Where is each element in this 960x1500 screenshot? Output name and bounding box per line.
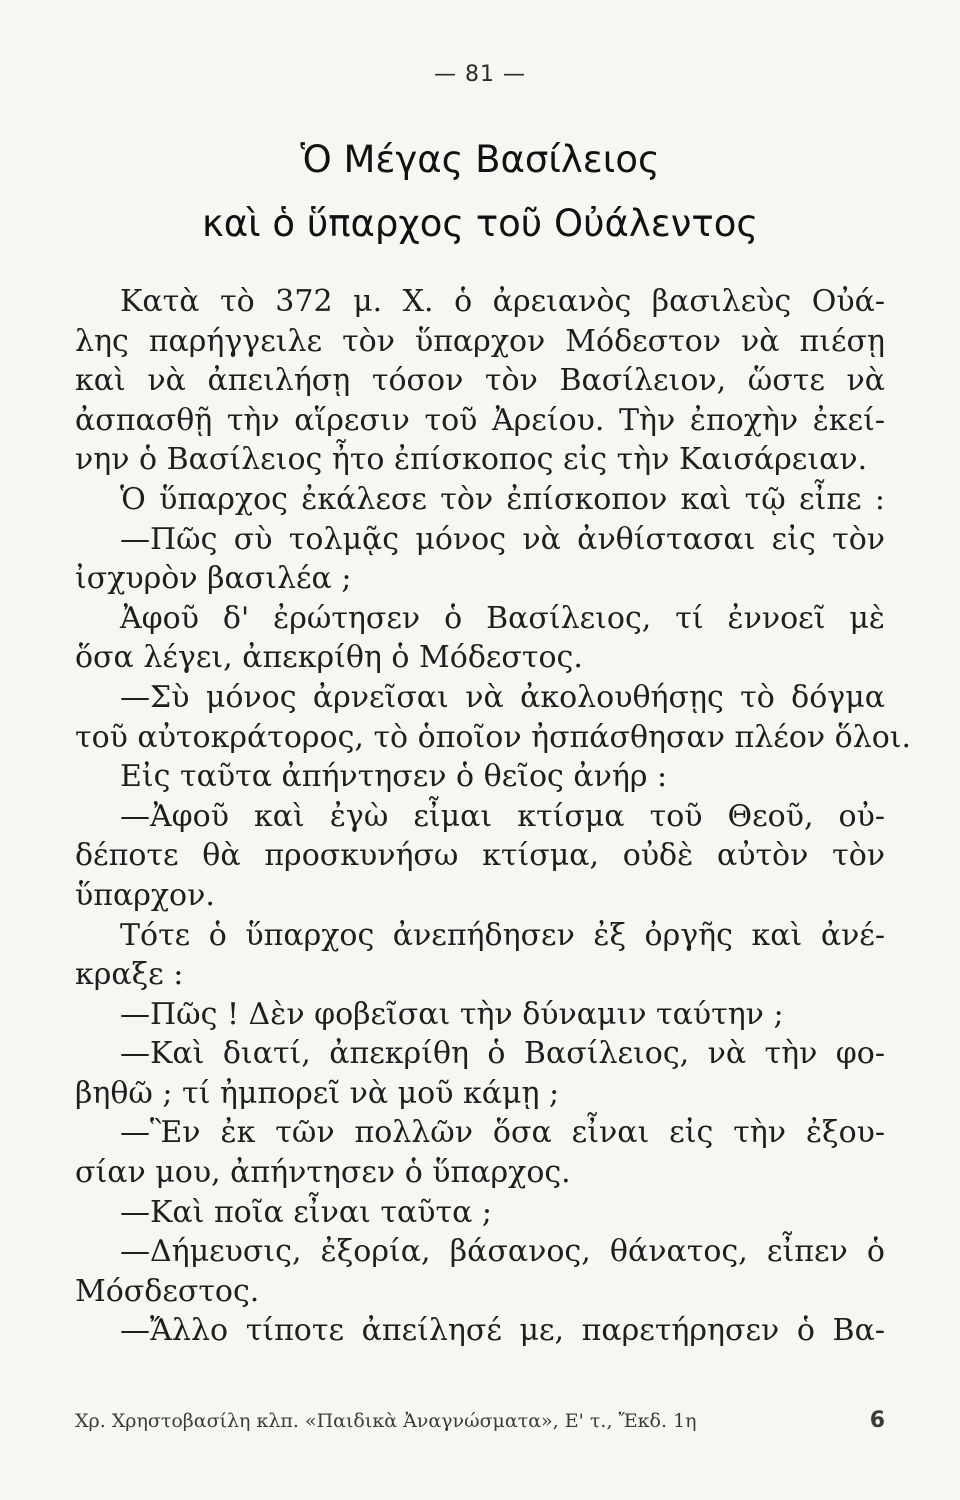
title-line-1: Ὁ Μέγας Βασίλειος: [300, 138, 660, 181]
text-line: Εἰς ταῦτα ἀπήντησεν ὁ θεῖος ἀνήρ :: [120, 759, 668, 795]
text-line: Κατὰ τὸ 372 μ. Χ. ὁ ἀρειανὸς βασιλεὺς Οὐά-: [120, 284, 885, 319]
text-line: —Ἀφοῦ καὶ ἐγὼ εἶμαι κτίσμα τοῦ Θεοῦ, οὐ-: [120, 798, 885, 834]
text-line: νην ὁ Βασίλειος ἦτο ἐπίσκοπος εἰς τὴν Καισάρειαν.: [75, 442, 868, 478]
text-line: ὅσα λέγει, ἀπεκρίθη ὁ Μόδεστος.: [75, 640, 583, 676]
text-line: κραξε :: [75, 957, 184, 993]
text-line: —Σὺ μόνος ἀρνεῖσαι νὰ ἀκολουθήσῃς τὸ δόγμα: [120, 679, 885, 715]
text-line: Ἀφοῦ δ' ἐρώτησεν ὁ Βασίλειος, τί ἐννοεῖ μὲ: [120, 600, 885, 636]
text-line: Ὁ ὕπαρχος ἐκάλεσε τὸν ἐπίσκοπον καὶ τῷ εἶπε :: [120, 481, 885, 517]
text-line: δέποτε θὰ προσκυνήσω κτίσμα, οὐδὲ αὐτὸν τὸν: [75, 838, 885, 874]
text-line: Τότε ὁ ὕπαρχος ἀνεπήδησεν ἐξ ὀργῆς καὶ ἀνέ-: [120, 917, 885, 953]
text-line: ὕπαρχον.: [75, 877, 215, 913]
text-line: Μόσδεστος.: [75, 1273, 260, 1309]
text-line: —Πῶς σὺ τολμᾷς μόνος νὰ ἀνθίστασαι εἰς τὸν: [120, 521, 885, 557]
text-line: καὶ νὰ ἀπειλήσῃ τόσον τὸν Βασίλειον, ὥστε νὰ: [75, 363, 885, 399]
text-line: —Δήμευσις, ἐξορία, βάσανος, θάνατος, εἶπεν ὁ: [120, 1234, 885, 1270]
signature-mark: 6: [869, 1408, 885, 1433]
title-line-2: καὶ ὁ ὕπαρχος τοῦ Οὐάλεντος: [201, 202, 759, 245]
text-line: λης παρήγγειλε τὸν ὕπαρχον Μόδεστον νὰ πιέσῃ: [75, 323, 885, 359]
chapter-title: [0, 128, 960, 256]
text-line: σίαν μου, ἀπήντησεν ὁ ὕπαρχος.: [75, 1155, 571, 1191]
text-line: τοῦ αὐτοκράτορος, τὸ ὁποῖον ἠσπάσθησαν πλέον ὅλοι.: [75, 719, 912, 755]
text-line: —Καὶ ποῖα εἶναι ταῦτα ;: [120, 1194, 492, 1230]
text-line: —Καὶ διατί, ἀπεκρίθη ὁ Βασίλειος, νὰ τὴν φο-: [120, 1036, 885, 1072]
page-number: — 81 —: [434, 62, 526, 87]
text-line: ἰσχυρὸν βασιλέα ;: [75, 561, 352, 597]
body-text: [75, 282, 912, 1351]
text-line: ἀσπασθῇ τὴν αἵρεσιν τοῦ Ἀρείου. Τὴν ἐποχὴν ἐκεί-: [75, 402, 885, 438]
text-line: —Ἄλλο τίποτε ἀπείλησέ με, παρετήρησεν ὁ Βα-: [120, 1313, 885, 1349]
text-line: —Πῶς ! Δὲν φοβεῖσαι τὴν δύναμιν ταύτην ;: [120, 996, 784, 1032]
text-line: —Ἓν ἐκ τῶν πολλῶν ὅσα εἶναι εἰς τὴν ἐξου-: [120, 1115, 885, 1151]
page-footer: [75, 1408, 885, 1433]
footer-citation: Χρ. Χρηστοβασίλη κλπ. «Παιδικὰ Ἀναγνώσματα», Ε' τ., Ἔκδ. 1η: [75, 1410, 697, 1432]
text-line: βηθῶ ; τί ἠμπορεῖ νὰ μοῦ κάμῃ ;: [75, 1075, 560, 1111]
